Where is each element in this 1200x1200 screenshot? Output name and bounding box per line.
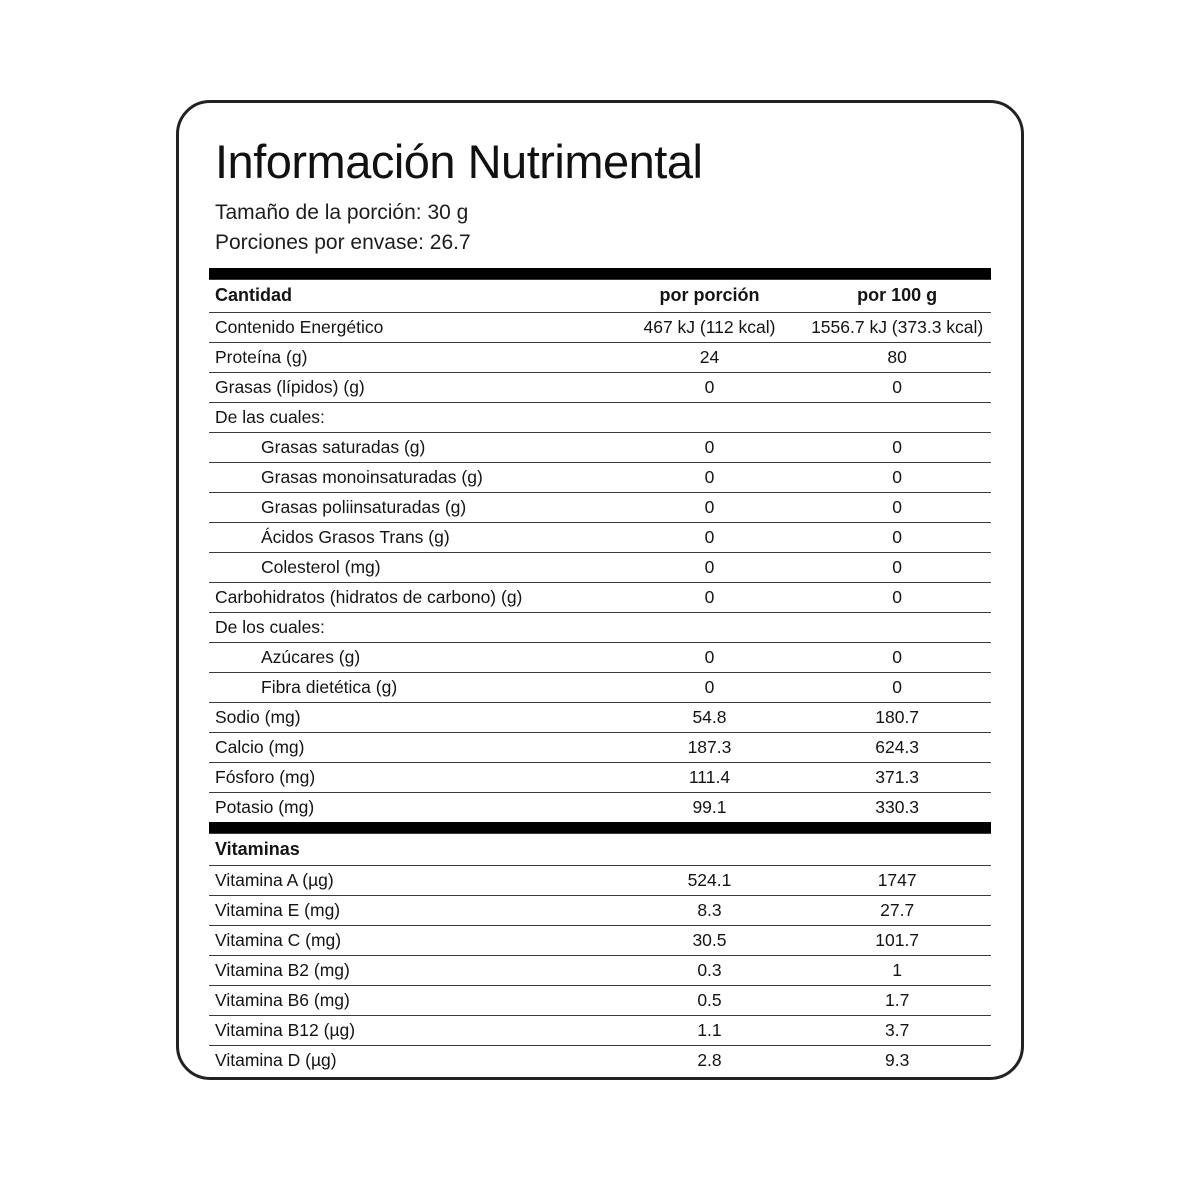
nutrient-name: Vitamina C (mg) <box>209 926 616 956</box>
nutrient-per-100g: 3.7 <box>803 1016 991 1046</box>
nutrition-facts-inner <box>209 137 991 1075</box>
nutrient-name: Colesterol (mg) <box>209 552 616 582</box>
nutrient-per-serving: 0 <box>616 462 804 492</box>
table-row <box>209 372 991 402</box>
table-row <box>209 986 991 1016</box>
nutrient-per-100g: 371.3 <box>803 762 991 792</box>
table-row <box>209 896 991 926</box>
nutrient-per-serving <box>616 402 804 432</box>
nutrient-per-serving: 8.3 <box>616 896 804 926</box>
nutrient-per-100g: 180.7 <box>803 702 991 732</box>
table-row <box>209 1016 991 1046</box>
nutrition-facts-card <box>176 100 1024 1080</box>
nutrient-per-serving: 0 <box>616 582 804 612</box>
nutrient-name: Vitamina B12 (µg) <box>209 1016 616 1046</box>
nutrient-per-serving: 1.1 <box>616 1016 804 1046</box>
table-row <box>209 312 991 342</box>
vitamins-section-label: Vitaminas <box>209 833 616 866</box>
table-row <box>209 672 991 702</box>
nutrient-per-serving: 24 <box>616 342 804 372</box>
nutrient-per-100g: 0 <box>803 582 991 612</box>
nutrient-per-100g <box>803 402 991 432</box>
nutrient-name: Fibra dietética (g) <box>209 672 616 702</box>
nutrient-per-serving: 524.1 <box>616 866 804 896</box>
nutrient-per-100g: 0 <box>803 492 991 522</box>
nutrient-per-100g: 27.7 <box>803 896 991 926</box>
table-header-row <box>209 279 991 312</box>
nutrient-per-100g: 1747 <box>803 866 991 896</box>
column-header-per-100g: por 100 g <box>803 279 991 312</box>
nutrient-per-serving: 54.8 <box>616 702 804 732</box>
table-row <box>209 702 991 732</box>
table-row <box>209 552 991 582</box>
table-row <box>209 1046 991 1076</box>
nutrient-per-serving: 0.3 <box>616 956 804 986</box>
nutrient-name: Potasio (mg) <box>215 796 315 817</box>
table-row <box>209 582 991 612</box>
nutrient-per-serving: 111.4 <box>616 762 804 792</box>
nutrient-per-100g: 0 <box>803 642 991 672</box>
table-row <box>209 462 991 492</box>
nutrient-name: Contenido Energético <box>209 312 616 342</box>
nutrient-name: Proteína (g) <box>209 342 616 372</box>
nutrient-name: Azúcares (g) <box>209 642 616 672</box>
nutrient-name: Vitamina E (mg) <box>209 896 616 926</box>
table-row <box>209 492 991 522</box>
nutrient-per-serving: 0 <box>616 372 804 402</box>
nutrient-name: De los cuales: <box>209 612 616 642</box>
nutrient-per-100g: 101.7 <box>803 926 991 956</box>
nutrient-name: Grasas (lípidos) (g) <box>209 372 616 402</box>
nutrient-per-100g: 0 <box>803 552 991 582</box>
nutrient-per-100g <box>803 612 991 642</box>
nutrient-name: Grasas poliinsaturadas (g) <box>209 492 616 522</box>
nutrient-name: Fósforo (mg) <box>209 762 616 792</box>
servings-per-container-text: Porciones por envase: 26.7 <box>215 231 471 255</box>
table-row <box>209 642 991 672</box>
nutrient-per-serving: 0 <box>616 552 804 582</box>
nutrient-per-serving: 0.5 <box>616 986 804 1016</box>
table-row-subheading <box>209 402 991 432</box>
table-row <box>209 956 991 986</box>
nutrient-per-serving: 467 kJ (112 kcal) <box>616 312 804 342</box>
nutrient-name: Calcio (mg) <box>209 732 616 762</box>
table-row <box>209 866 991 896</box>
nutrient-per-serving: 0 <box>616 522 804 552</box>
table-row <box>209 762 991 792</box>
column-header-per-serving: por porción <box>616 279 804 312</box>
nutrient-per-serving: 187.3 <box>616 732 804 762</box>
nutrient-name: Vitamina A (µg) <box>209 866 616 896</box>
table-row-subheading <box>209 612 991 642</box>
nutrient-per-serving: 30.5 <box>616 926 804 956</box>
table-row <box>209 522 991 552</box>
nutrient-per-100g: 330.3 <box>875 796 920 817</box>
table-row <box>209 432 991 462</box>
nutrient-per-serving: 0 <box>616 492 804 522</box>
nutrient-name: Carbohidratos (hidratos de carbono) (g) <box>209 582 616 612</box>
vitamins-section-header <box>209 833 991 866</box>
nutrient-per-100g: 1.7 <box>803 986 991 1016</box>
serving-info-block <box>215 198 991 258</box>
nutrient-per-100g: 0 <box>803 672 991 702</box>
nutrient-name: Grasas saturadas (g) <box>209 432 616 462</box>
nutrient-per-100g: 0 <box>803 462 991 492</box>
nutrient-name: Vitamina D (µg) <box>215 1050 337 1071</box>
nutrient-per-serving: 2.8 <box>697 1050 722 1071</box>
table-row <box>209 792 991 827</box>
nutrient-per-100g: 0 <box>803 432 991 462</box>
nutrient-per-serving: 0 <box>616 432 804 462</box>
nutrient-per-100g: 1 <box>803 956 991 986</box>
nutrition-table-body <box>209 273 991 1075</box>
nutrient-per-100g: 80 <box>803 342 991 372</box>
table-row <box>209 342 991 372</box>
nutrient-name: Ácidos Grasos Trans (g) <box>209 522 616 552</box>
nutrient-per-serving: 0 <box>616 672 804 702</box>
table-row <box>209 926 991 956</box>
nutrient-per-serving: 99.1 <box>692 796 727 817</box>
column-header-name: Cantidad <box>209 279 616 312</box>
nutrient-name: De las cuales: <box>209 402 616 432</box>
nutrient-per-serving <box>616 612 804 642</box>
nutrient-name: Sodio (mg) <box>209 702 616 732</box>
nutrition-table <box>209 268 991 1075</box>
nutrient-per-100g: 1556.7 kJ (373.3 kcal) <box>803 312 991 342</box>
vitamins-section-spacer-100g <box>803 833 991 866</box>
nutrient-per-serving: 0 <box>616 642 804 672</box>
vitamins-section-spacer-serving <box>616 833 804 866</box>
nutrient-per-100g: 0 <box>803 522 991 552</box>
serving-size-text: Tamaño de la porción: 30 g <box>215 201 469 225</box>
table-row <box>209 732 991 762</box>
nutrient-per-100g: 624.3 <box>803 732 991 762</box>
page-title: Información Nutrimental <box>215 135 703 188</box>
nutrient-name: Vitamina B2 (mg) <box>209 956 616 986</box>
nutrient-name: Vitamina B6 (mg) <box>209 986 616 1016</box>
nutrient-per-100g: 9.3 <box>884 1050 910 1071</box>
nutrient-name: Grasas monoinsaturadas (g) <box>209 462 616 492</box>
nutrient-per-100g: 0 <box>803 372 991 402</box>
